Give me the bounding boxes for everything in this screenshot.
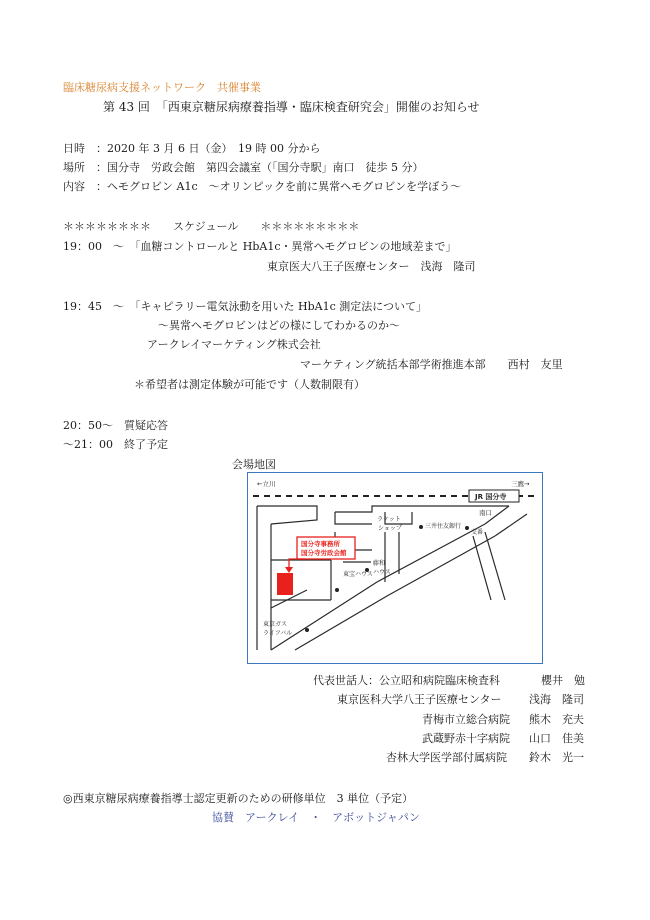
schedule-item-2: 19：45 ～ 「キャピラリー電気泳動を用いた HbA1c 測定法について」: [63, 300, 428, 313]
map-label-gas-2: ライフバル: [263, 630, 293, 637]
map-dot-gas: [305, 628, 309, 632]
page-title: 第 43 回 「西東京糖尿病療養指導・臨床検査研究会」開催のお知らせ: [103, 100, 480, 114]
organizer-row-3-name: 熊木 充夫: [529, 713, 584, 726]
map-caption: 会場地図: [232, 458, 276, 471]
event-content: 内容 ：ヘモグロビン A1c ～オリンピックを前に異常ヘモグロビンを学ぼう～: [63, 180, 462, 193]
map-label-south-exit: 南口: [479, 509, 492, 517]
map-dot-racket: [419, 525, 423, 529]
organizer-row-2-affiliation: 東京医科大学八王子医療センター: [337, 693, 502, 706]
organizer-row-3-affiliation: 青梅市立総合病院: [422, 713, 510, 726]
map-label-tohoku-2: ハウス: [373, 569, 391, 576]
map-dot-toho: [335, 588, 339, 592]
organizer-row-5-name: 鈴木 光一: [529, 751, 584, 764]
sponsors-line: 協賛 アークレイ ・ アボットジャパン: [212, 811, 420, 824]
organizer-row-4-affiliation: 武蔵野赤十字病院: [422, 732, 510, 745]
schedule-item-1-speaker: 東京医大八王子医療センター 浅海 隆司: [267, 260, 476, 273]
map-label-gas-1: 東京ガス: [263, 621, 288, 628]
venue-map: [247, 472, 543, 664]
event-date: 日時 ：2020 年 3 月 6 日（金） 19 時 00 分から: [63, 142, 321, 155]
organizer-row-2-name: 浅海 隆司: [529, 693, 584, 706]
map-label-station: JR 国分寺: [475, 493, 507, 501]
schedule-item-2-company: アークレイマーケティング株式会社: [147, 338, 321, 351]
organizer-row-1-name: 櫻井 勉: [541, 674, 585, 687]
map-label-bank: 三井住友銀行: [425, 523, 462, 530]
schedule-end: ～21：00 終了予定: [63, 438, 168, 451]
schedule-qa: 20：50～ 質疑応答: [63, 419, 168, 432]
organizer-row-5-affiliation: 杏林大学医学部付属病院: [386, 751, 507, 764]
map-label-koban: 交番: [471, 529, 484, 536]
training-credits: ◎西東京糖尿病療養指導士認定更新のための研修単位 3 単位（予定）: [63, 792, 414, 805]
schedule-item-2-note: ＊希望者は測定体験が可能です（人数制限有）: [134, 378, 365, 391]
schedule-item-2-speaker: マーケティング統括本部学術推進本部 西村 友里: [300, 358, 563, 371]
organizer-row-1-affiliation: 代表世話人：公立昭和病院臨床検査科: [313, 674, 500, 687]
map-label-tachikawa: ←立川: [257, 480, 276, 488]
organizer-row-4-name: 山口 佳美: [529, 732, 584, 745]
schedule-item-1: 19：00 ～ 「血糖コントロールと HbA1c・異常ヘモグロビンの地域差まで」: [63, 240, 457, 253]
schedule-heading: ＊＊＊＊＊＊＊＊ スケジュール ＊＊＊＊＊＊＊＊＊: [63, 220, 360, 233]
map-label-racket-2: ショップ: [378, 525, 402, 532]
organizer-line: 臨床糖尿病支援ネットワーク 共催事業: [63, 81, 261, 94]
map-label-venue-2: 国分寺労政会館: [301, 549, 347, 557]
schedule-item-2-subtitle: ～異常ヘモグロビンはどの様にしてわかるのか～: [158, 319, 400, 332]
event-place: 場所 ：国分寺 労政会館 第四会議室（「国分寺駅」南口 徒歩 5 分）: [63, 161, 424, 174]
map-label-venue-1: 国分寺事務所: [301, 540, 340, 548]
venue-building: [277, 573, 293, 595]
map-label-mitaka: 三鷹→: [511, 480, 530, 488]
map-label-racket-1: ラケット: [377, 516, 401, 523]
map-label-toho: 東宝ハウス: [343, 571, 373, 578]
map-label-tohoku-1: 藤和: [373, 560, 386, 567]
map-dot-koban: [465, 526, 469, 530]
